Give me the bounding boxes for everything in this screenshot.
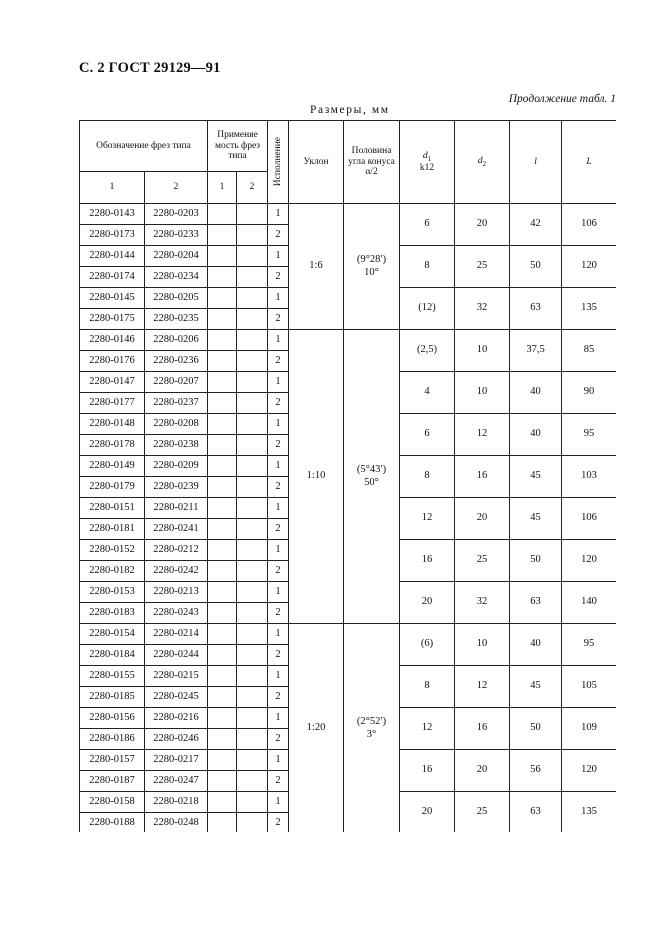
cell-taper: 1:6 (289, 204, 344, 330)
cell-type1-designation: 2280-0151 (80, 498, 145, 519)
cell-applicability-2 (237, 435, 268, 456)
cell-l: 45 (510, 666, 562, 708)
cell-l: 56 (510, 750, 562, 792)
cell-applicability-2 (237, 813, 268, 833)
cell-execution: 1 (268, 288, 289, 309)
half-angle-alt-value: 3° (366, 728, 377, 740)
cell-applicability-1 (208, 393, 237, 414)
cell-d2: 10 (455, 372, 510, 414)
cell-d2: 12 (455, 666, 510, 708)
cell-type1-designation: 2280-0143 (80, 204, 145, 225)
cell-execution: 2 (268, 225, 289, 246)
cell-execution: 1 (268, 582, 289, 603)
table-row (80, 624, 617, 645)
cell-applicability-2 (237, 540, 268, 561)
cell-type1-designation: 2280-0149 (80, 456, 145, 477)
cell-l: 40 (510, 624, 562, 666)
cell-applicability-1 (208, 225, 237, 246)
cell-type2-designation: 2280-0203 (145, 204, 208, 225)
cell-execution: 1 (268, 792, 289, 813)
cell-applicability-2 (237, 288, 268, 309)
half-angle-alt-value: 50° (364, 476, 379, 488)
cell-applicability-1 (208, 729, 237, 750)
cell-type1-designation: 2280-0186 (80, 729, 145, 750)
cell-taper: 1:20 (289, 624, 344, 833)
cell-type1-designation: 2280-0181 (80, 519, 145, 540)
cell-type1-designation: 2280-0174 (80, 267, 145, 288)
cell-applicability-1 (208, 687, 237, 708)
cell-applicability-2 (237, 498, 268, 519)
cell-L: 95 (562, 414, 616, 456)
cell-applicability-1 (208, 561, 237, 582)
cell-type1-designation: 2280-0152 (80, 540, 145, 561)
cell-d1: 4 (400, 372, 455, 414)
half-angle-value: (5°43′) (356, 464, 387, 476)
cell-l: 50 (510, 540, 562, 582)
cell-applicability-1 (208, 414, 237, 435)
cell-L: 106 (562, 204, 616, 246)
cell-applicability-1 (208, 813, 237, 833)
cell-type2-designation: 2280-0242 (145, 561, 208, 582)
half-angle-value: (9°28′) (356, 254, 387, 266)
cell-applicability-2 (237, 330, 268, 351)
cell-execution: 2 (268, 435, 289, 456)
cell-execution: 2 (268, 309, 289, 330)
cell-type2-designation: 2280-0234 (145, 267, 208, 288)
cell-l: 45 (510, 456, 562, 498)
cell-type1-designation: 2280-0182 (80, 561, 145, 582)
cell-applicability-2 (237, 456, 268, 477)
header-L: L (562, 121, 616, 204)
cell-L: 135 (562, 792, 616, 833)
dimensions-caption: Размеры, мм (310, 104, 390, 116)
cell-type2-designation: 2280-0213 (145, 582, 208, 603)
cell-applicability-1 (208, 456, 237, 477)
cell-execution: 1 (268, 666, 289, 687)
cell-type1-designation: 2280-0177 (80, 393, 145, 414)
cell-applicability-1 (208, 351, 237, 372)
cell-d2: 16 (455, 456, 510, 498)
cell-type2-designation: 2280-0211 (145, 498, 208, 519)
cell-applicability-1 (208, 246, 237, 267)
cell-d2: 20 (455, 750, 510, 792)
cell-type2-designation: 2280-0216 (145, 708, 208, 729)
cell-L: 120 (562, 750, 616, 792)
cell-l: 63 (510, 582, 562, 624)
header-d1: $d_1$ k12 (400, 121, 455, 204)
header-l: l (510, 121, 562, 204)
cell-type2-designation: 2280-0233 (145, 225, 208, 246)
cell-execution: 2 (268, 687, 289, 708)
cell-applicability-2 (237, 477, 268, 498)
cell-applicability-2 (237, 771, 268, 792)
cell-d1: (2,5) (400, 330, 455, 372)
cell-applicability-2 (237, 624, 268, 645)
cell-applicability-1 (208, 498, 237, 519)
header-app-2: 2 (237, 172, 268, 204)
cell-execution: 1 (268, 204, 289, 225)
cell-applicability-1 (208, 540, 237, 561)
cell-applicability-1 (208, 792, 237, 813)
cell-type2-designation: 2280-0248 (145, 813, 208, 833)
cell-L: 95 (562, 624, 616, 666)
cell-d1: 8 (400, 666, 455, 708)
cell-applicability-1 (208, 204, 237, 225)
cell-d1: 6 (400, 204, 455, 246)
cell-d2: 32 (455, 288, 510, 330)
cell-type2-designation: 2280-0245 (145, 687, 208, 708)
header-execution: Исполнение (268, 121, 289, 204)
table-body (80, 204, 617, 833)
cell-L: 140 (562, 582, 616, 624)
cell-type2-designation: 2280-0212 (145, 540, 208, 561)
cell-type1-designation: 2280-0175 (80, 309, 145, 330)
cell-d1: 20 (400, 582, 455, 624)
cell-applicability-1 (208, 645, 237, 666)
cell-applicability-2 (237, 372, 268, 393)
cell-type2-designation: 2280-0204 (145, 246, 208, 267)
cell-applicability-2 (237, 729, 268, 750)
cell-type1-designation: 2280-0178 (80, 435, 145, 456)
cell-execution: 2 (268, 771, 289, 792)
cell-applicability-2 (237, 792, 268, 813)
cell-applicability-1 (208, 288, 237, 309)
cell-applicability-1 (208, 603, 237, 624)
cell-applicability-2 (237, 666, 268, 687)
cell-l: 40 (510, 372, 562, 414)
cell-d2: 32 (455, 582, 510, 624)
cell-l: 37,5 (510, 330, 562, 372)
cell-type2-designation: 2280-0241 (145, 519, 208, 540)
cell-execution: 2 (268, 351, 289, 372)
cell-type2-designation: 2280-0238 (145, 435, 208, 456)
cell-half-angle (344, 624, 400, 833)
cell-d1: 20 (400, 792, 455, 833)
cell-L: 85 (562, 330, 616, 372)
cell-l: 50 (510, 246, 562, 288)
cell-execution: 2 (268, 729, 289, 750)
cell-l: 50 (510, 708, 562, 750)
cell-applicability-1 (208, 771, 237, 792)
cell-type1-designation: 2280-0153 (80, 582, 145, 603)
cell-L: 109 (562, 708, 616, 750)
cell-type1-designation: 2280-0157 (80, 750, 145, 771)
cell-d1: 16 (400, 540, 455, 582)
cell-type1-designation: 2280-0148 (80, 414, 145, 435)
table-row (80, 204, 617, 225)
cell-d1: 12 (400, 708, 455, 750)
cell-type1-designation: 2280-0184 (80, 645, 145, 666)
cell-applicability-2 (237, 603, 268, 624)
cell-type1-designation: 2280-0187 (80, 771, 145, 792)
header-applicability: Применяе мость фрез типа (208, 121, 268, 172)
cell-type2-designation: 2280-0205 (145, 288, 208, 309)
cell-applicability-2 (237, 582, 268, 603)
header-d2: $d_2$ (455, 121, 510, 204)
cell-execution: 1 (268, 750, 289, 771)
cell-L: 135 (562, 288, 616, 330)
cell-half-angle (344, 204, 400, 330)
cell-L: 106 (562, 498, 616, 540)
cell-execution: 2 (268, 393, 289, 414)
cell-type1-designation: 2280-0179 (80, 477, 145, 498)
page-title: С. 2 ГОСТ 29129—91 (79, 60, 221, 76)
cell-type2-designation: 2280-0244 (145, 645, 208, 666)
cell-l: 45 (510, 498, 562, 540)
header-designation: Обозначение фрез типа (80, 121, 208, 172)
cell-type2-designation: 2280-0246 (145, 729, 208, 750)
cell-applicability-1 (208, 666, 237, 687)
cell-d1: 8 (400, 456, 455, 498)
cell-applicability-2 (237, 267, 268, 288)
cell-L: 90 (562, 372, 616, 414)
cell-L: 120 (562, 540, 616, 582)
cell-type2-designation: 2280-0207 (145, 372, 208, 393)
cell-type1-designation: 2280-0146 (80, 330, 145, 351)
cell-applicability-2 (237, 246, 268, 267)
cell-applicability-2 (237, 225, 268, 246)
dimensions-table (79, 120, 616, 832)
cell-applicability-1 (208, 624, 237, 645)
cell-execution: 1 (268, 456, 289, 477)
cell-execution: 2 (268, 813, 289, 833)
header-type-1: 1 (80, 172, 145, 204)
cell-type1-designation: 2280-0176 (80, 351, 145, 372)
cell-applicability-1 (208, 267, 237, 288)
cell-d1: 6 (400, 414, 455, 456)
cell-type2-designation: 2280-0239 (145, 477, 208, 498)
cell-d1: 8 (400, 246, 455, 288)
table-row (80, 330, 617, 351)
cell-execution: 1 (268, 414, 289, 435)
cell-type2-designation: 2280-0214 (145, 624, 208, 645)
cell-applicability-2 (237, 561, 268, 582)
cell-applicability-2 (237, 393, 268, 414)
header-taper: Уклон (289, 121, 344, 204)
cell-type2-designation: 2280-0235 (145, 309, 208, 330)
cell-applicability-2 (237, 645, 268, 666)
cell-execution: 1 (268, 540, 289, 561)
cell-applicability-1 (208, 519, 237, 540)
cell-applicability-2 (237, 687, 268, 708)
header-type-2: 2 (145, 172, 208, 204)
half-angle-alt-value: 10° (364, 266, 379, 278)
cell-type2-designation: 2280-0243 (145, 603, 208, 624)
half-angle-value: (2°52′) (356, 716, 387, 728)
cell-d2: 25 (455, 792, 510, 833)
cell-d1: (6) (400, 624, 455, 666)
cell-l: 40 (510, 414, 562, 456)
cell-execution: 1 (268, 708, 289, 729)
cell-type2-designation: 2280-0247 (145, 771, 208, 792)
cell-type1-designation: 2280-0156 (80, 708, 145, 729)
cell-applicability-2 (237, 204, 268, 225)
cell-type1-designation: 2280-0188 (80, 813, 145, 833)
cell-execution: 2 (268, 645, 289, 666)
cell-execution: 2 (268, 477, 289, 498)
cell-type2-designation: 2280-0206 (145, 330, 208, 351)
cell-type2-designation: 2280-0218 (145, 792, 208, 813)
cell-applicability-2 (237, 519, 268, 540)
header-app-1: 1 (208, 172, 237, 204)
cell-type2-designation: 2280-0215 (145, 666, 208, 687)
cell-applicability-2 (237, 414, 268, 435)
cell-applicability-1 (208, 750, 237, 771)
cell-applicability-1 (208, 708, 237, 729)
cell-execution: 1 (268, 246, 289, 267)
cell-l: 42 (510, 204, 562, 246)
cell-d2: 20 (455, 204, 510, 246)
cell-type1-designation: 2280-0155 (80, 666, 145, 687)
cell-d1: 16 (400, 750, 455, 792)
cell-d2: 16 (455, 708, 510, 750)
cell-type1-designation: 2280-0183 (80, 603, 145, 624)
cell-L: 120 (562, 246, 616, 288)
cell-L: 103 (562, 456, 616, 498)
cell-taper: 1:10 (289, 330, 344, 624)
cell-execution: 1 (268, 498, 289, 519)
cell-type1-designation: 2280-0154 (80, 624, 145, 645)
cell-execution: 2 (268, 519, 289, 540)
cell-applicability-2 (237, 750, 268, 771)
cell-applicability-2 (237, 351, 268, 372)
cell-execution: 2 (268, 603, 289, 624)
cell-type2-designation: 2280-0236 (145, 351, 208, 372)
cell-applicability-1 (208, 309, 237, 330)
cell-applicability-1 (208, 582, 237, 603)
cell-L: 105 (562, 666, 616, 708)
cell-d1: (12) (400, 288, 455, 330)
cell-l: 63 (510, 792, 562, 833)
cell-execution: 1 (268, 330, 289, 351)
cell-type1-designation: 2280-0158 (80, 792, 145, 813)
cell-type1-designation: 2280-0144 (80, 246, 145, 267)
cell-execution: 2 (268, 561, 289, 582)
cell-execution: 2 (268, 267, 289, 288)
cell-applicability-2 (237, 708, 268, 729)
cell-applicability-2 (237, 309, 268, 330)
table-continuation-note: Продолжение табл. 1 (508, 93, 616, 105)
cell-d2: 12 (455, 414, 510, 456)
cell-type1-designation: 2280-0185 (80, 687, 145, 708)
cell-execution: 1 (268, 624, 289, 645)
cell-d1: 12 (400, 498, 455, 540)
cell-applicability-1 (208, 330, 237, 351)
cell-type2-designation: 2280-0237 (145, 393, 208, 414)
cell-d2: 10 (455, 624, 510, 666)
cell-type1-designation: 2280-0145 (80, 288, 145, 309)
cell-execution: 1 (268, 372, 289, 393)
cell-d2: 20 (455, 498, 510, 540)
cell-type2-designation: 2280-0217 (145, 750, 208, 771)
header-half-angle: Половина угла конуса α/2 (344, 121, 400, 204)
cell-half-angle (344, 330, 400, 624)
cell-d2: 25 (455, 540, 510, 582)
cell-d2: 25 (455, 246, 510, 288)
cell-type1-designation: 2280-0173 (80, 225, 145, 246)
cell-l: 63 (510, 288, 562, 330)
cell-applicability-1 (208, 477, 237, 498)
cell-d2: 10 (455, 330, 510, 372)
cell-applicability-1 (208, 435, 237, 456)
cell-applicability-1 (208, 372, 237, 393)
cell-type1-designation: 2280-0147 (80, 372, 145, 393)
cell-type2-designation: 2280-0208 (145, 414, 208, 435)
cell-type2-designation: 2280-0209 (145, 456, 208, 477)
dimensions-table-wrapper (79, 120, 616, 832)
